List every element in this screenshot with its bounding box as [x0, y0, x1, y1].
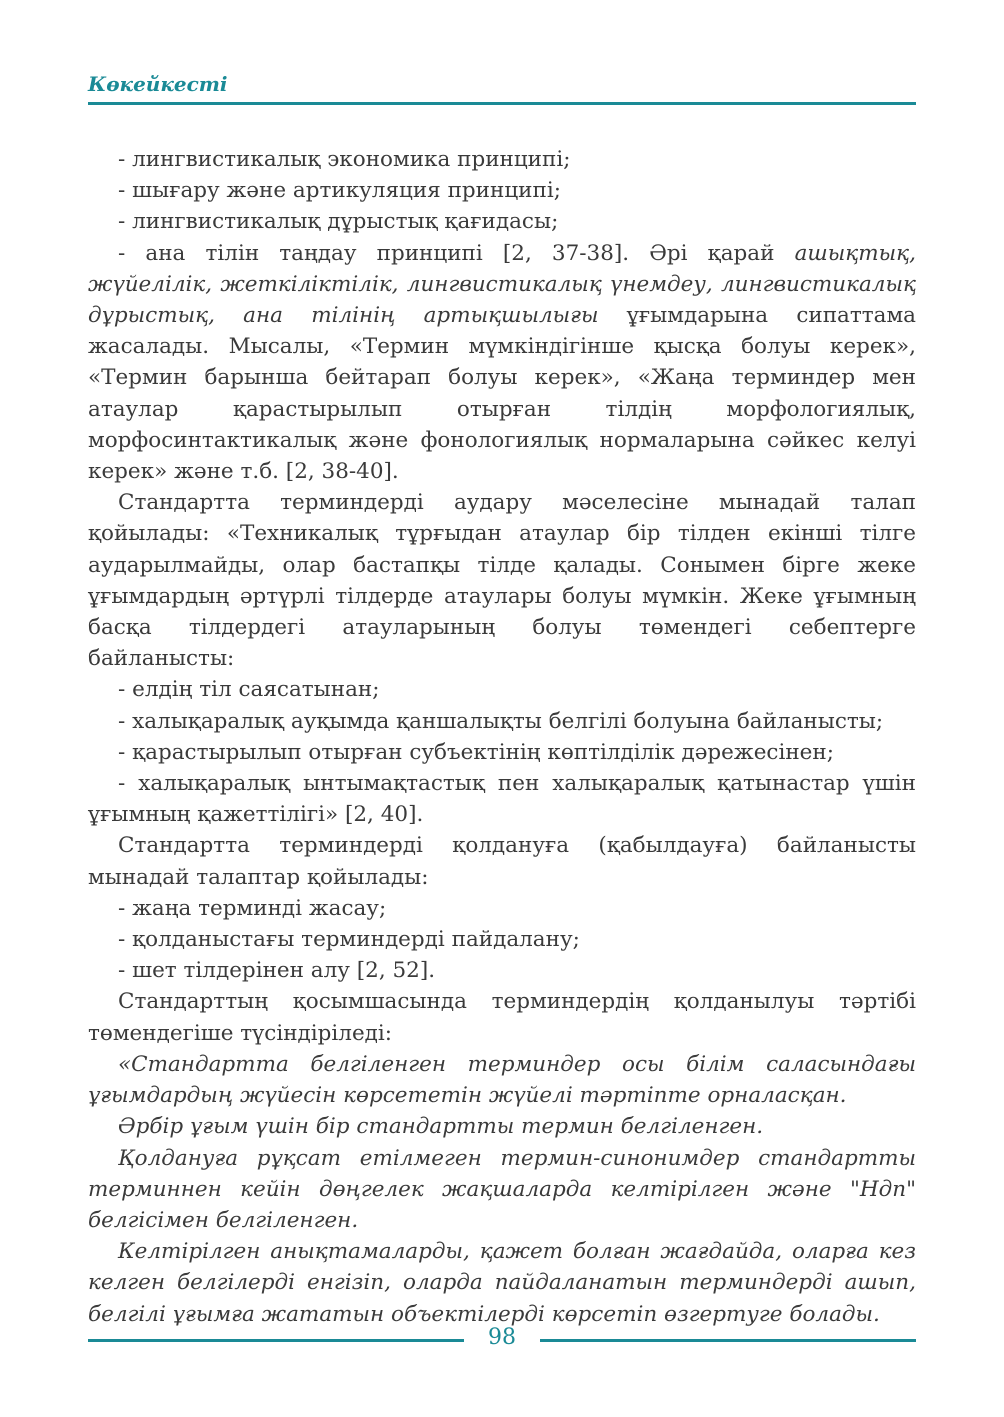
paragraph: - шығару және артикуляция принципі;: [118, 178, 561, 204]
paragraph: [88, 238, 916, 488]
page-footer: [88, 1325, 916, 1361]
page-number: 98: [488, 1325, 516, 1350]
text-run: - ана тілін таңдау принципі [2, 37-38]. Әрі қарай: [118, 240, 795, 266]
paragraph-italic: Қолдануға рұқсат етілмеген термин-синонимдер стандартты терминнен кейін дөңгелек жақшаларда келтірілген және "Ндп" белгісімен белгіленген.: [88, 1145, 916, 1233]
paragraph: - елдің тіл саясатынан;: [118, 677, 380, 703]
paragraph: - қолданыстағы терминдерді пайдалану;: [118, 927, 580, 953]
page-header: [88, 72, 916, 105]
paragraph: - лингвистикалық дұрыстық қағидасы;: [118, 209, 559, 235]
paragraph: - халықаралық ауқымда қаншалықты белгілі болуына байланысты;: [118, 708, 884, 734]
paragraph: Стандарттың қосымшасында терминдердің қолданылуы тәртібі төмендегіше түсіндіріледі:: [88, 989, 916, 1046]
header-rule: [88, 102, 916, 105]
footer-rule-left: [88, 1339, 464, 1342]
paragraph: - шет тілдерінен алу [2, 52].: [118, 958, 436, 984]
body-text: [88, 144, 916, 1330]
paragraph: Стандартта терминдерді аудару мәселесіне мынадай талап қойылады: «Техникалық тұрғыдан атаулар бір тілден екінші тілге аударылмайды, олар бастапқы тілде қалады. Сонымен бірге жеке ұғымдардың әртүрлі тілдерде атаулары болуы мүмкін. Жеке ұғымның басқа тілдердегі атауларының болуы төмендегі себептерге байланысты:: [88, 490, 916, 672]
paragraph: Стандартта терминдерді қолдануға (қабылдауға) байланысты мынадай талаптар қойылады:: [88, 833, 916, 890]
paragraph-italic: Келтірілген анықтамаларды, қажет болған жағдайда, оларға кез келген белгілерді енгізіп, оларда пайдаланатын терминдерді ашып, белгілі ұғымға жататын объектілерді көрсетіп өзгертуге болады.: [88, 1239, 916, 1327]
paragraph-italic: «Стандартта белгіленген терминдер осы білім саласындағы ұғымдардың жүйесін көрсететін жүйелі тәртіпте орналасқан.: [88, 1051, 916, 1109]
text-run-italic: ашықтық, жүйелілік, жеткіліктілік, лингвистикалық үнемдеу, лингвистикалық дұрыстық, ана тілінің артықшылығы: [88, 240, 916, 329]
text-run: ұғымдарына сипаттама жасалады. Мысалы, «Термин мүмкіндігінше қысқа болуы керек», «Термин барынша бейтарап болуы керек», «Жаңа терминдер мен атаулар қарастырылып отырған тілдің морфологиялық, морфосинтактикалық және фонологиялық нормаларына сәйкес келуі керек» және т.б. [2, 38-40].: [88, 303, 916, 485]
running-header-title: Көкейкесті: [88, 72, 228, 96]
paragraph: - лингвистикалық экономика принципі;: [118, 147, 571, 172]
paragraph: - жаңа терминді жасау;: [118, 895, 387, 921]
footer-rule-right: [540, 1339, 916, 1342]
paragraph: - қарастырылып отырған субъектінің көптілділік дәрежесінен;: [118, 739, 834, 765]
paragraph-italic: Әрбір ұғым үшін бір стандартты термин белгіленген.: [118, 1114, 764, 1140]
paragraph: - халықаралық ынтымақтастық пен халықаралық қатынастар үшін ұғымның қажеттілігі» [2, 40].: [88, 771, 916, 828]
